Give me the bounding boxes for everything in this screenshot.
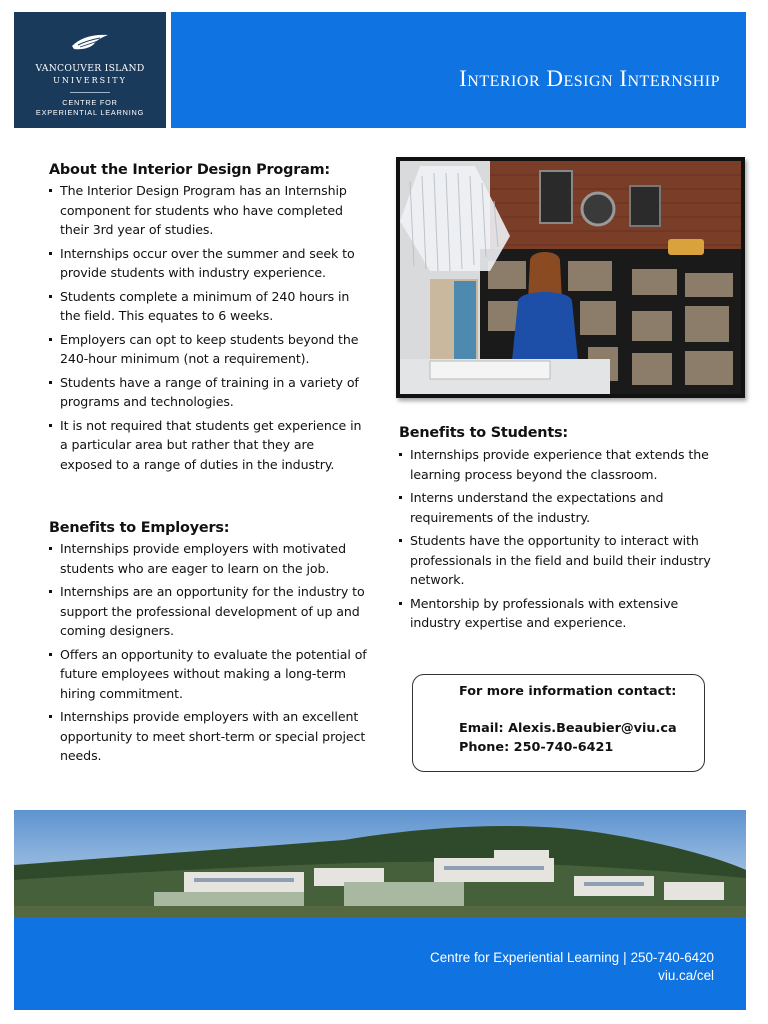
about-list bbox=[49, 181, 367, 474]
list-item: Students have the opportunity to interact with professionals in the field and build their industry network. bbox=[399, 531, 711, 590]
students-list bbox=[399, 445, 711, 633]
email-label: Email: bbox=[459, 721, 504, 736]
contact-heading: For more information contact: bbox=[459, 684, 677, 699]
list-item: Mentorship by professionals with extensive industry expertise and experience. bbox=[399, 594, 711, 633]
campus-panorama-image bbox=[14, 810, 746, 917]
title-banner bbox=[171, 12, 746, 128]
showroom-photo bbox=[396, 157, 745, 398]
list-item: Internships provide employers with motivated students who are eager to learn on the job. bbox=[49, 539, 369, 578]
list-item: Offers an opportunity to evaluate the potential of future employees without making a long-term hiring commitment. bbox=[49, 645, 369, 704]
footer-separator: | bbox=[623, 950, 627, 965]
student-benefits-section bbox=[399, 425, 711, 637]
about-heading: About the Interior Design Program: bbox=[49, 162, 330, 178]
footer-line-1 bbox=[430, 949, 714, 967]
list-item: The Interior Design Program has an Internship component for students who have completed their 3rd year of studies. bbox=[49, 181, 367, 240]
list-item: It is not required that students get experience in a particular area but rather that they are exposed to a range of duties in the industry. bbox=[49, 416, 367, 475]
phone-number: 250-740-6421 bbox=[513, 740, 614, 755]
showroom-photo-image bbox=[400, 161, 741, 394]
list-item: Internships provide experience that extends the learning process beyond the classroom. bbox=[399, 445, 711, 484]
footer-url[interactable]: viu.ca/cel bbox=[658, 968, 714, 983]
logo-subtitle bbox=[14, 98, 166, 118]
contact-box bbox=[412, 674, 705, 772]
footer-phone: 250-740-6420 bbox=[630, 950, 714, 965]
phone-label: Phone: bbox=[459, 740, 510, 755]
employer-benefits-section bbox=[49, 520, 369, 770]
footer-bar bbox=[14, 917, 746, 1010]
list-item: Students complete a minimum of 240 hours in the field. This equates to 6 weeks. bbox=[49, 287, 367, 326]
list-item: Interns understand the expectations and requirements of the industry. bbox=[399, 488, 711, 527]
employers-heading: Benefits to Employers: bbox=[49, 520, 230, 536]
contact-email-row bbox=[459, 719, 704, 738]
students-heading: Benefits to Students: bbox=[399, 425, 568, 441]
list-item: Students have a range of training in a variety of programs and technologies. bbox=[49, 373, 367, 412]
about-program-section bbox=[49, 162, 367, 478]
logo-divider bbox=[70, 92, 110, 93]
list-item: Internships occur over the summer and seek to provide students with industry experience. bbox=[49, 244, 367, 283]
bird-logo-icon bbox=[70, 32, 110, 54]
logo-sub-line-2: EXPERIENTIAL LEARNING bbox=[35, 108, 145, 117]
footer-contact bbox=[430, 949, 714, 985]
page-title: Interior Design Internship bbox=[459, 66, 720, 91]
email-link[interactable]: Alexis.Beaubier@viu.ca bbox=[508, 721, 677, 736]
list-item: Internships are an opportunity for the industry to support the professional development of up and coming designers. bbox=[49, 582, 369, 641]
logo-wordmark bbox=[14, 63, 166, 87]
logo-line-2: UNIVERSITY bbox=[53, 76, 127, 85]
footer-org: Centre for Experiential Learning bbox=[430, 950, 620, 965]
logo-sub-line-1: CENTRE FOR bbox=[62, 98, 118, 107]
viu-logo bbox=[14, 12, 166, 128]
list-item: Internships provide employers with an excellent opportunity to meet short-term or special project needs. bbox=[49, 707, 369, 766]
logo-line-1: VANCOUVER ISLAND bbox=[35, 63, 145, 74]
contact-phone-row bbox=[459, 738, 704, 757]
employers-list bbox=[49, 539, 369, 766]
list-item: Employers can opt to keep students beyond the 240-hour minimum (not a requirement). bbox=[49, 330, 367, 369]
